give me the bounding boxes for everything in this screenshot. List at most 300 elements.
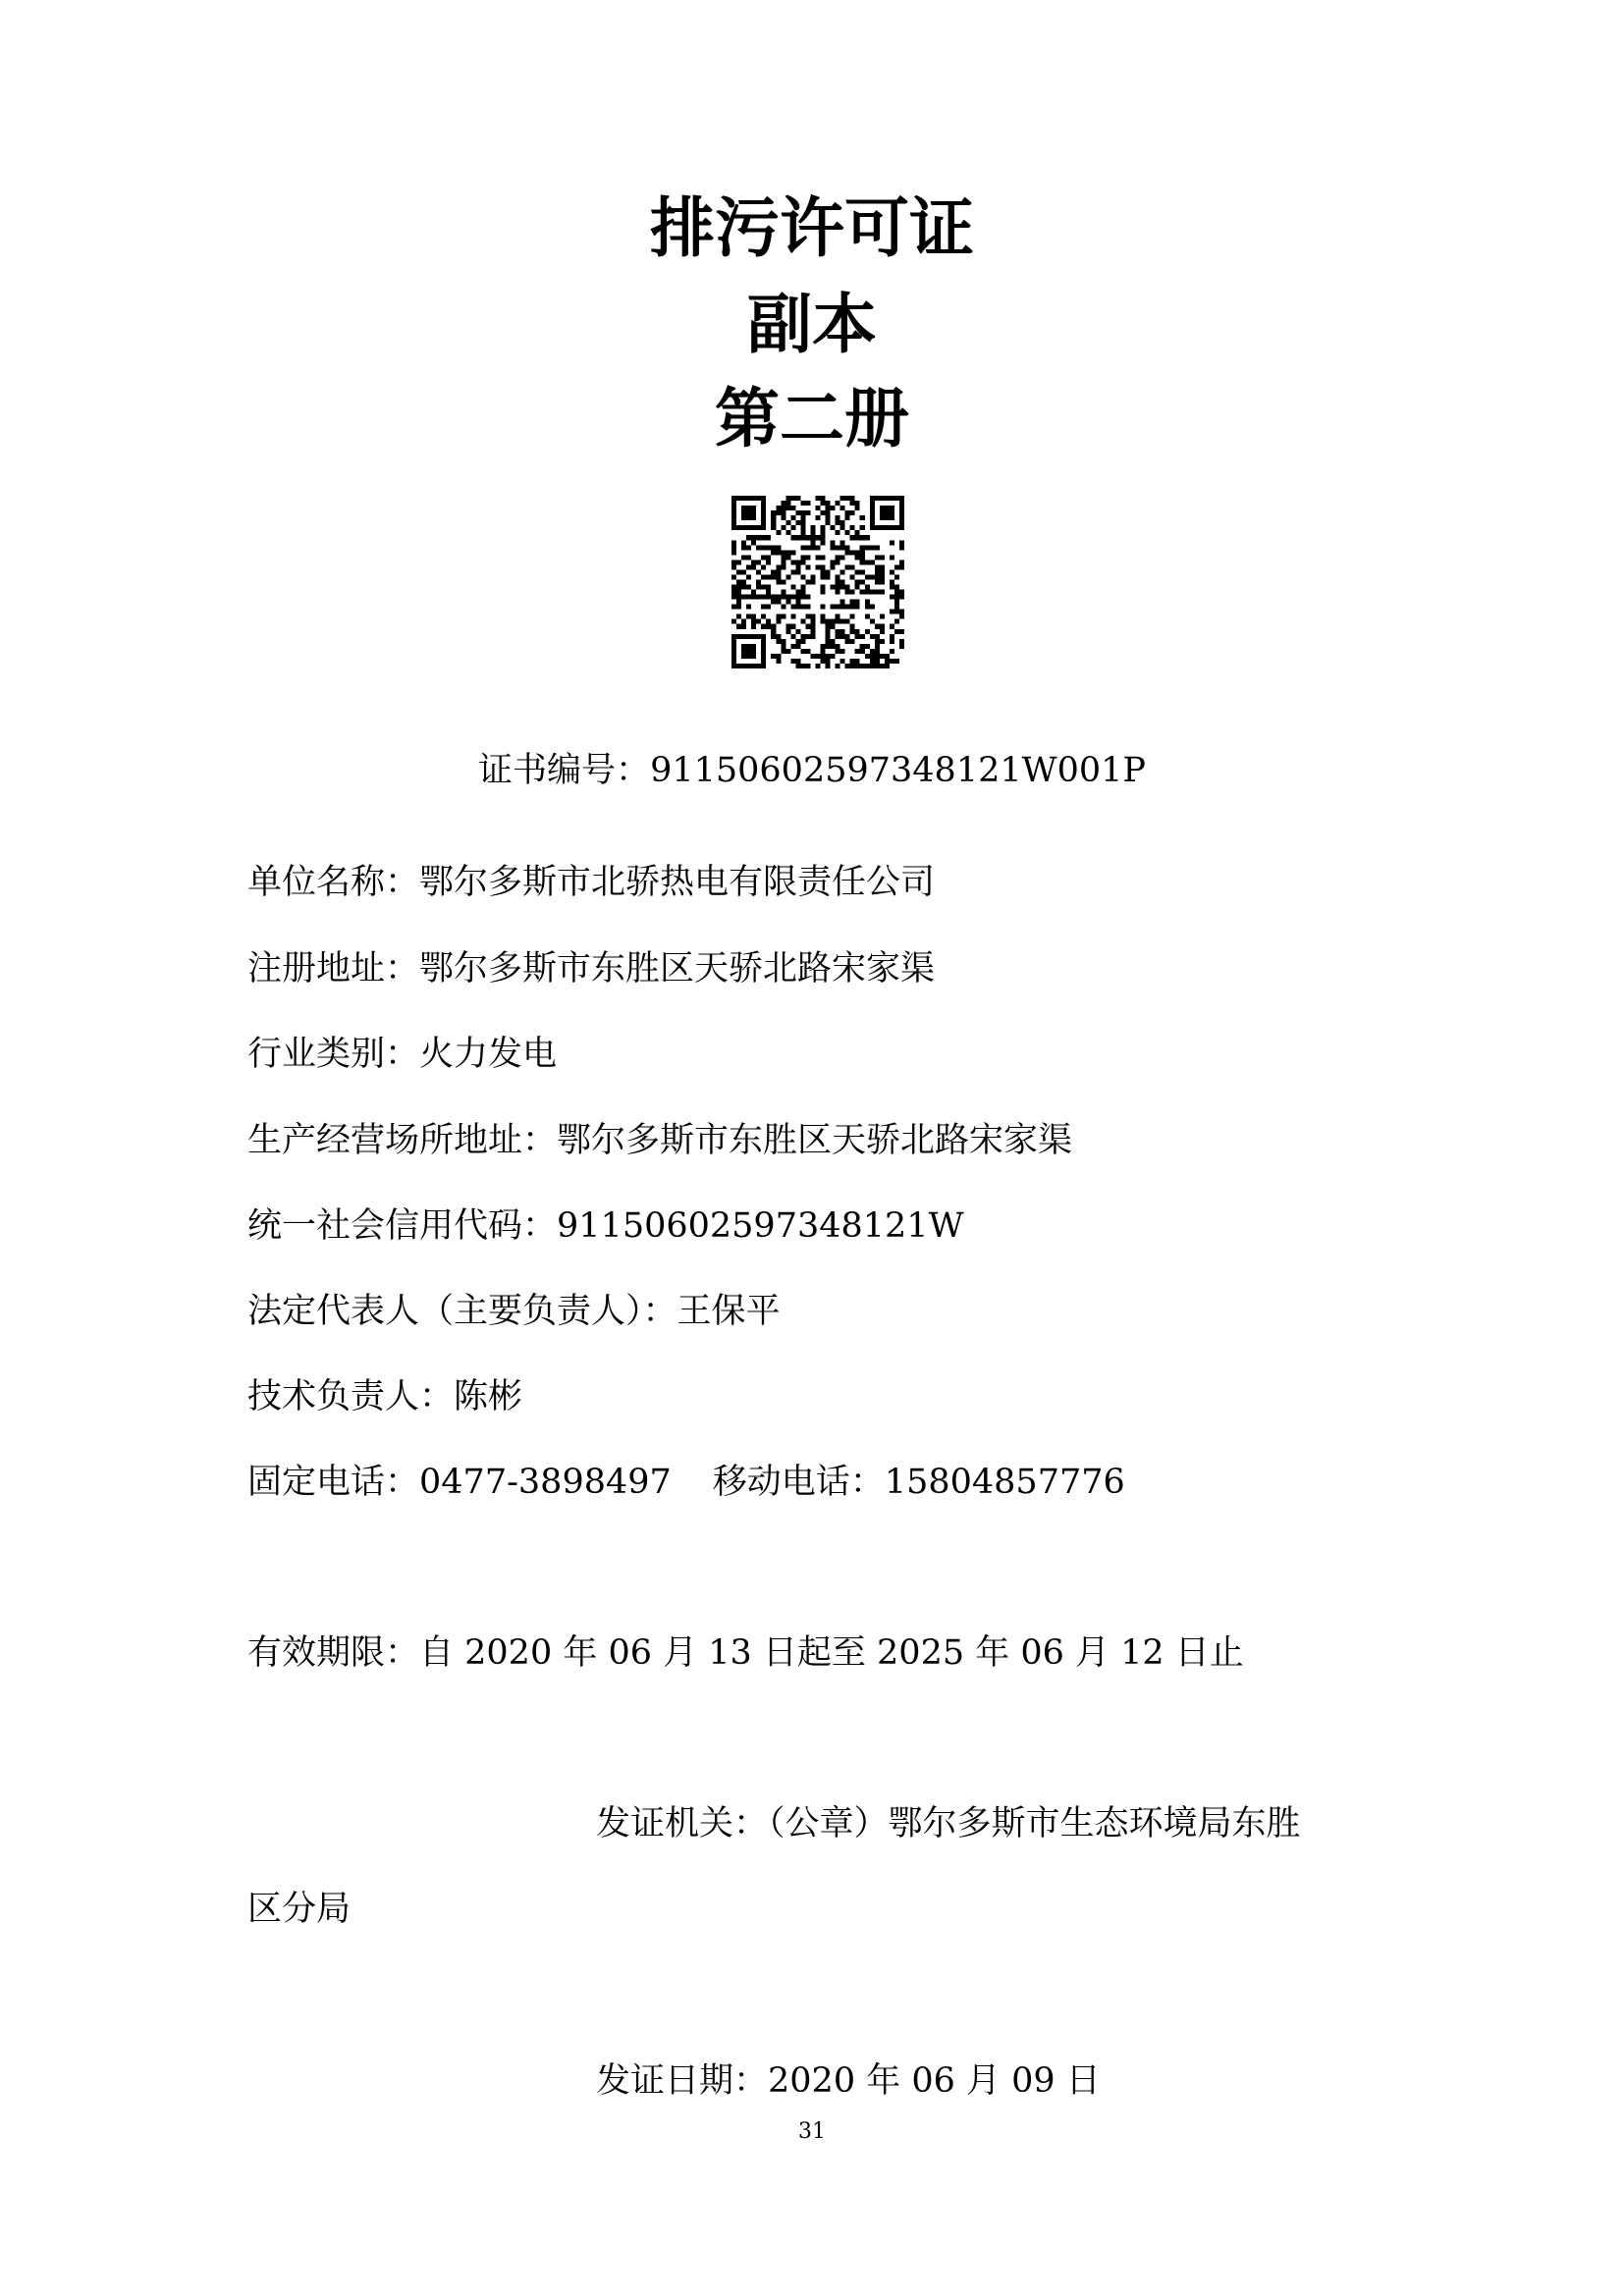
credit-code: 91150602597348121W: [557, 1206, 964, 1246]
qr-module: [795, 629, 800, 634]
qr-module: [850, 614, 855, 619]
certificate-number-label: 证书编号：: [478, 751, 651, 790]
legal-representative-line: [247, 1282, 781, 1341]
qr-module: [821, 569, 826, 574]
qr-module: [899, 501, 904, 506]
qr-module: [875, 545, 880, 550]
qr-module: [890, 569, 894, 574]
qr-module: [836, 520, 840, 525]
qr-module: [894, 525, 899, 530]
qr-module: [880, 574, 885, 579]
qr-module: [890, 624, 894, 629]
qr-module: [865, 590, 870, 595]
qr-module: [795, 644, 800, 649]
qr-module: [860, 634, 865, 639]
qr-module: [870, 506, 875, 510]
qr-module: [771, 629, 776, 634]
qr-module: [890, 515, 894, 520]
qr-module: [831, 605, 836, 610]
qr-module: [826, 624, 831, 629]
qr-module: [736, 569, 741, 574]
qr-module: [766, 595, 771, 600]
qr-module: [880, 525, 885, 530]
qr-module: [741, 555, 746, 560]
qr-module: [826, 654, 831, 659]
qr-module: [795, 560, 800, 564]
qr-module: [800, 530, 805, 535]
qr-module: [766, 585, 771, 590]
qr-module: [890, 555, 894, 560]
qr-module: [761, 644, 766, 649]
qr-module: [850, 600, 855, 605]
qr-module: [894, 600, 899, 605]
qr-module: [736, 664, 741, 668]
qr-module: [751, 624, 756, 629]
qr-module: [860, 525, 865, 530]
qr-module: [840, 520, 845, 525]
qr-module: [800, 639, 805, 644]
qr-module: [836, 614, 840, 619]
qr-module: [855, 585, 860, 590]
qr-module: [840, 600, 845, 605]
qr-module: [790, 569, 795, 574]
qr-module: [885, 664, 890, 668]
qr-module: [826, 644, 831, 649]
qr-module: [855, 605, 860, 610]
qr-module: [736, 525, 741, 530]
qr-module: [855, 530, 860, 535]
qr-module: [821, 659, 826, 664]
industry-category-label: 行业类别：: [247, 1035, 420, 1074]
qr-module: [875, 654, 880, 659]
qr-module: [731, 664, 736, 668]
qr-module: [761, 659, 766, 664]
qr-module: [766, 555, 771, 560]
qr-module: [826, 629, 831, 634]
qr-module: [810, 545, 815, 550]
qr-module: [845, 510, 850, 515]
qr-module: [880, 654, 885, 659]
qr-module: [865, 664, 870, 668]
qr-module: [746, 595, 751, 600]
qr-module: [845, 496, 850, 501]
legal-representative-label: 法定代表人（主要负责人）：: [247, 1292, 677, 1331]
qr-module: [771, 515, 776, 520]
qr-module: [836, 555, 840, 560]
qr-module: [746, 649, 751, 654]
qr-module: [880, 664, 885, 668]
qr-module: [870, 525, 875, 530]
qr-module: [836, 644, 840, 649]
qr-module: [746, 525, 751, 530]
validity-line: [247, 1624, 1244, 1682]
qr-module: [746, 605, 751, 610]
qr-module: [899, 545, 904, 550]
qr-module: [850, 501, 855, 506]
qr-module: [845, 639, 850, 644]
qr-module: [800, 510, 805, 515]
qr-module: [826, 510, 831, 515]
qr-module: [899, 520, 904, 525]
qr-module: [855, 600, 860, 605]
qr-module: [855, 555, 860, 560]
issue-date: 2020 年 06 月 09 日: [768, 2061, 1101, 2101]
qr-module: [795, 664, 800, 668]
qr-module: [875, 569, 880, 574]
qr-module: [776, 639, 781, 644]
qr-module: [870, 659, 875, 664]
qr-module: [746, 515, 751, 520]
qr-module: [890, 510, 894, 515]
validity-label: 有效期限：: [247, 1633, 420, 1673]
qr-module: [890, 659, 894, 664]
production-address: 鄂尔多斯市东胜区天骄北路宋家渠: [557, 1121, 1073, 1160]
qr-module: [761, 520, 766, 525]
qr-module: [751, 614, 756, 619]
qr-module: [885, 506, 890, 510]
qr-module: [805, 664, 810, 668]
qr-module: [855, 659, 860, 664]
qr-module: [836, 629, 840, 634]
qr-module: [790, 634, 795, 639]
qr-module: [836, 530, 840, 535]
qr-module: [870, 501, 875, 506]
production-address-label: 生产经营场所地址：: [247, 1121, 558, 1160]
qr-module: [890, 649, 894, 654]
qr-module: [761, 515, 766, 520]
qr-module: [741, 644, 746, 649]
qr-module: [855, 501, 860, 506]
qr-module: [810, 629, 815, 634]
qr-module: [850, 550, 855, 555]
certificate-number: 91150602597348121W001P: [650, 751, 1146, 790]
qr-module: [736, 590, 741, 595]
qr-module: [815, 545, 820, 550]
qr-module: [761, 654, 766, 659]
qr-module: [776, 510, 781, 515]
qr-module: [800, 595, 805, 600]
qr-module: [776, 654, 781, 659]
qr-module: [880, 614, 885, 619]
qr-module: [855, 535, 860, 540]
qr-module: [836, 634, 840, 639]
qr-module: [751, 515, 756, 520]
qr-module: [850, 664, 855, 668]
qr-module: [761, 634, 766, 639]
registered-address: 鄂尔多斯市东胜区天骄北路宋家渠: [419, 949, 936, 988]
qr-module: [766, 619, 771, 624]
qr-module: [836, 545, 840, 550]
qr-module: [831, 564, 836, 569]
qr-module: [826, 574, 831, 579]
qr-module: [890, 579, 894, 584]
qr-module: [826, 515, 831, 520]
qr-module: [875, 634, 880, 639]
qr-module: [800, 520, 805, 525]
qr-module: [781, 649, 785, 654]
qr-module: [741, 496, 746, 501]
qr-module: [785, 624, 790, 629]
qr-module: [840, 545, 845, 550]
qr-module: [781, 644, 785, 649]
qr-module: [771, 595, 776, 600]
qr-module: [741, 545, 746, 550]
qr-module: [894, 629, 899, 634]
qr-module: [731, 540, 736, 545]
unit-name-label: 单位名称：: [247, 863, 420, 902]
qr-module: [894, 595, 899, 600]
qr-module: [741, 506, 746, 510]
qr-module: [731, 550, 736, 555]
qr-module: [736, 600, 741, 605]
fixed-phone: 0477-3898497: [419, 1463, 672, 1502]
industry-category: 火力发电: [419, 1035, 558, 1074]
qr-module: [741, 624, 746, 629]
qr-module: [736, 624, 741, 629]
qr-module: [736, 585, 741, 590]
qr-module: [736, 605, 741, 610]
qr-module: [899, 610, 904, 614]
qr-module: [885, 496, 890, 501]
qr-module: [741, 579, 746, 584]
qr-module: [766, 605, 771, 610]
qr-module: [836, 515, 840, 520]
qr-module: [899, 629, 904, 634]
qr-module: [870, 664, 875, 668]
qr-module: [899, 515, 904, 520]
qr-module: [736, 579, 741, 584]
qr-module: [781, 510, 785, 515]
qr-module: [815, 506, 820, 510]
qr-module: [840, 649, 845, 654]
qr-module: [860, 515, 865, 520]
qr-module: [795, 605, 800, 610]
qr-module: [731, 501, 736, 506]
qr-module: [781, 560, 785, 564]
qr-module: [771, 624, 776, 629]
qr-module: [865, 574, 870, 579]
qr-module: [821, 496, 826, 501]
qr-module: [731, 515, 736, 520]
qr-module: [850, 639, 855, 644]
qr-module: [894, 605, 899, 610]
qr-module: [875, 590, 880, 595]
qr-module: [865, 654, 870, 659]
qr-module: [751, 540, 756, 545]
qr-module: [731, 525, 736, 530]
qr-module: [800, 545, 805, 550]
qr-module: [785, 595, 790, 600]
qr-module: [885, 510, 890, 515]
qr-module: [776, 564, 781, 569]
qr-module: [741, 664, 746, 668]
qr-module: [756, 535, 761, 540]
qr-module: [790, 605, 795, 610]
qr-module: [850, 590, 855, 595]
qr-module: [840, 605, 845, 610]
qr-module: [885, 659, 890, 664]
technical-manager: 陈彬: [454, 1377, 523, 1416]
qr-module: [885, 515, 890, 520]
qr-module: [756, 525, 761, 530]
qr-module: [860, 535, 865, 540]
qr-module: [855, 629, 860, 634]
qr-module: [810, 619, 815, 624]
qr-module: [790, 659, 795, 664]
qr-module: [731, 545, 736, 550]
qr-module: [766, 545, 771, 550]
qr-module: [731, 560, 736, 564]
qr-module: [761, 624, 766, 629]
qr-module: [795, 659, 800, 664]
qr-module: [810, 530, 815, 535]
qr-module: [810, 535, 815, 540]
qr-module: [746, 564, 751, 569]
qr-module: [771, 574, 776, 579]
qr-module: [795, 510, 800, 515]
qr-module: [785, 629, 790, 634]
qr-module: [785, 520, 790, 525]
qr-module: [761, 525, 766, 530]
qr-module: [805, 605, 810, 610]
qr-module: [815, 496, 820, 501]
qr-module: [894, 564, 899, 569]
qr-module: [756, 585, 761, 590]
qr-module: [751, 590, 756, 595]
qr-module: [880, 579, 885, 584]
qr-module: [850, 605, 855, 610]
qr-module: [776, 600, 781, 605]
qr-module: [821, 644, 826, 649]
qr-module: [821, 614, 826, 619]
qr-module: [756, 634, 761, 639]
qr-module: [821, 501, 826, 506]
qr-module: [751, 510, 756, 515]
qr-module: [790, 560, 795, 564]
qr-module: [741, 515, 746, 520]
qr-module: [840, 569, 845, 574]
qr-module: [821, 540, 826, 545]
qr-module: [771, 520, 776, 525]
qr-module: [821, 510, 826, 515]
qr-module: [836, 585, 840, 590]
qr-module: [781, 550, 785, 555]
qr-module: [826, 659, 831, 664]
qr-module: [875, 496, 880, 501]
qr-module: [785, 501, 790, 506]
issuing-authority-line: [596, 1794, 1301, 1853]
qr-module: [746, 545, 751, 550]
qr-module: [766, 535, 771, 540]
qr-module: [815, 535, 820, 540]
qr-module: [731, 590, 736, 595]
qr-module: [855, 569, 860, 574]
issuing-authority: （公章）鄂尔多斯市生态环境局东胜: [768, 1804, 1301, 1843]
qr-module: [890, 610, 894, 614]
technical-manager-label: 技术负责人：: [247, 1377, 455, 1416]
qr-module: [746, 510, 751, 515]
qr-module: [875, 659, 880, 664]
qr-module: [845, 545, 850, 550]
qr-module: [840, 496, 845, 501]
qr-module: [751, 564, 756, 569]
qr-module: [821, 535, 826, 540]
qr-module: [776, 614, 781, 619]
qr-module: [855, 664, 860, 668]
qr-module: [805, 595, 810, 600]
registered-address-label: 注册地址：: [247, 949, 420, 988]
qr-module: [840, 555, 845, 560]
production-address-line: [247, 1111, 1072, 1170]
qr-module: [880, 564, 885, 569]
qr-module: [850, 525, 855, 530]
qr-module: [899, 644, 904, 649]
qr-module: [731, 564, 736, 569]
qr-module: [821, 564, 826, 569]
qr-module: [751, 664, 756, 668]
qr-module: [899, 496, 904, 501]
document-title: 排污许可证: [650, 190, 974, 266]
qr-module: [890, 595, 894, 600]
qr-module: [815, 564, 820, 569]
qr-module: [741, 634, 746, 639]
qr-module: [880, 510, 885, 515]
qr-module: [870, 649, 875, 654]
qr-module: [890, 634, 894, 639]
qr-module: [845, 634, 850, 639]
qr-code: [731, 496, 904, 668]
qr-module: [880, 624, 885, 629]
qr-module: [894, 496, 899, 501]
qr-module: [761, 595, 766, 600]
qr-module: [831, 585, 836, 590]
qr-module: [845, 590, 850, 595]
qr-module: [855, 649, 860, 654]
qr-module: [831, 525, 836, 530]
qr-module: [875, 525, 880, 530]
qr-module: [751, 525, 756, 530]
qr-module: [865, 614, 870, 619]
qr-module: [840, 525, 845, 530]
qr-module: [800, 501, 805, 506]
qr-module: [785, 550, 790, 555]
qr-module: [800, 590, 805, 595]
qr-module: [860, 545, 865, 550]
qr-module: [899, 525, 904, 530]
qr-module: [840, 629, 845, 634]
certificate-number-line: [0, 741, 1624, 800]
qr-module: [870, 574, 875, 579]
qr-module: [875, 639, 880, 644]
qr-module: [860, 550, 865, 555]
page-number: 31: [798, 2119, 826, 2144]
qr-module: [736, 496, 741, 501]
qr-module: [781, 605, 785, 610]
qr-module: [741, 619, 746, 624]
qr-module: [885, 654, 890, 659]
qr-module: [805, 614, 810, 619]
qr-module: [795, 639, 800, 644]
qr-module: [751, 535, 756, 540]
qr-module: [894, 574, 899, 579]
qr-module: [831, 639, 836, 644]
qr-module: [800, 649, 805, 654]
qr-module: [890, 506, 894, 510]
qr-module: [736, 560, 741, 564]
qr-module: [731, 510, 736, 515]
qr-module: [785, 496, 790, 501]
qr-module: [860, 590, 865, 595]
